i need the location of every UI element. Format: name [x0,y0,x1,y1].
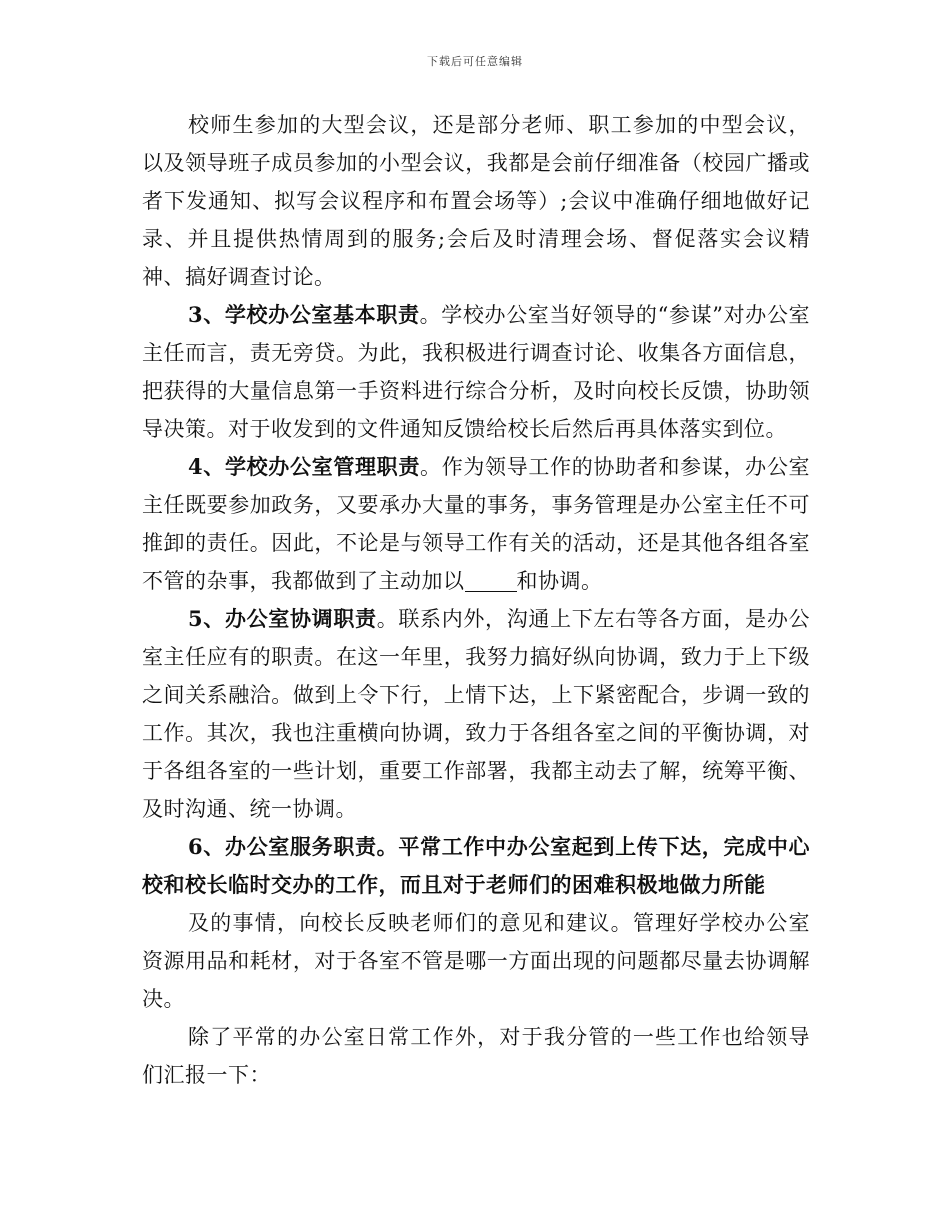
paragraph-text: 除了平常的办公室日常工作外，对于我分管的一些工作也给领导们汇报一下： [142,1025,810,1087]
paragraph-text: 和协调。 [516,569,603,593]
paragraph-text: 及的事情，向校长反映老师们的意见和建议。管理好学校办公室资源用品和耗材，对于各室不管是哪一方面出现的问题都尽量去协调解决。 [142,911,810,1011]
paragraph-service-duty-continued [142,904,810,1018]
section-title-basic-duty: 3、学校办公室基本职责 [188,302,420,327]
fill-in-blank [465,571,517,592]
paragraph-management-duty [142,448,810,600]
paragraph-meetings [142,106,810,296]
document-body [142,106,810,1094]
paragraph-text: 。联系内外，沟通上下左右等各方面，是办公室主任应有的职责。在这一年里，我努力搞好纵向协调，致力于上下级之间关系融洽。做到上令下行，上情下达，上下紧密配合，步调一致的工作。其次，我也注重横向协调，致力于各组各室之间的平衡协调，对于各组各室的一些计划，重要工作部署，我都主动去了解，统筹平衡、及时沟通、统一协调。 [142,607,810,821]
paragraph-text: 校师生参加的大型会议，还是部分老师、职工参加的中型会议，以及领导班子成员参加的小型会议，我都是会前仔细准备（校园广播或者下发通知、拟写会议程序和布置会场等）;会议中准确仔细地做好记录、并且提供热情周到的服务;会后及时清理会场、督促落实会议精神、搞好调查讨论。 [142,113,810,289]
paragraph-service-duty [142,828,810,904]
paragraph-text: 。学校办公室当好领导的“参谋”对办公室主任而言，责无旁贷。为此，我积极进行调查讨论、收集各方面信息，把获得的大量信息第一手资料进行综合分析，及时向校长反馈，协助领导决策。对于收发到的文件通知反馈给校长后然后再具体落实到位。 [142,303,810,441]
page-header-note: 下载后可任意编辑 [427,55,523,68]
paragraph-text: 。作为领导工作的协助者和参谋，办公室主任既要参加政务，又要承办大量的事务，事务管理是办公室主任不可推卸的责任。因此，不论是与领导工作有关的活动，还是其他各组各室不管的杂事，我都做到了主动加以 [142,455,810,593]
paragraph-basic-duty [142,296,810,448]
section-title-coordination-duty: 5、办公室协调职责 [188,606,377,631]
paragraph-coordination-duty [142,600,810,828]
section-title-management-duty: 4、学校办公室管理职责 [188,454,421,479]
paragraph-report-intro [142,1018,810,1094]
section-title-service-duty: 6、办公室服务职责。平常工作中办公室起到上传下达，完成中心校和校长临时交办的工作，而且对于老师们的困难积极地做力所能 [142,834,810,897]
